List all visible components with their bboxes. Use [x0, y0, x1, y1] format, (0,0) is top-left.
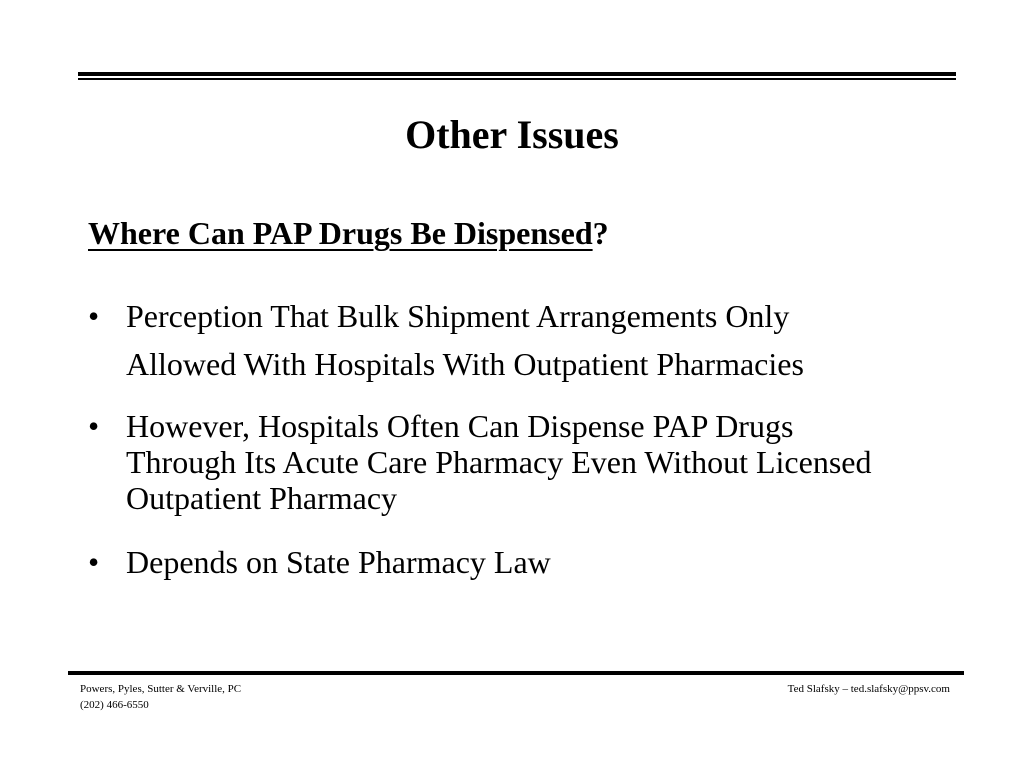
- bottom-divider: [68, 671, 964, 675]
- subheading-suffix: ?: [592, 215, 609, 251]
- slide-subheading: [88, 213, 609, 253]
- bullet-list: [88, 292, 888, 582]
- footer-contact: Ted Slafsky – ted.slafsky@ppsv.com: [787, 683, 950, 695]
- bullet-dot-icon: •: [88, 408, 100, 444]
- bullet-item: [88, 542, 888, 582]
- bullet-text: Perception That Bulk Shipment Arrangements Only Allowed With Hospitals With Outpatient Pharmacies: [126, 298, 804, 382]
- bullet-text: However, Hospitals Often Can Dispense PAP Drugs Through Its Acute Care Pharmacy Even Without Licensed Outpatient Pharmacy: [126, 408, 872, 516]
- bullet-dot-icon: •: [88, 544, 100, 580]
- bullet-dot-icon: •: [88, 298, 100, 334]
- bullet-item: [88, 292, 888, 388]
- bullet-item: [88, 408, 888, 516]
- subheading-underlined-text: Where Can PAP Drugs Be Dispensed: [88, 215, 593, 251]
- top-divider: [78, 72, 956, 80]
- footer-firm-name: Powers, Pyles, Sutter & Verville, PC: [80, 683, 242, 695]
- footer-phone: (202) 466-6550: [80, 699, 149, 711]
- bullet-text: Depends on State Pharmacy Law: [126, 544, 551, 580]
- slide-title: Other Issues: [405, 112, 619, 157]
